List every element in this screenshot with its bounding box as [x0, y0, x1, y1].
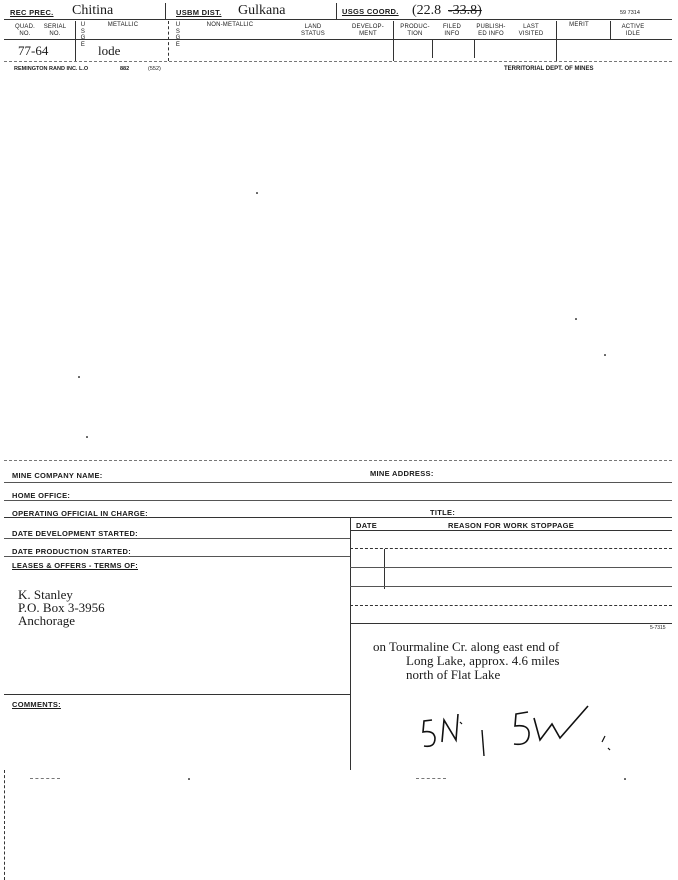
footer-strip-code1: 882	[120, 66, 130, 72]
record-quad-serial: 77-64	[18, 43, 49, 58]
header-row	[0, 0, 678, 20]
handwriting-text: 5N, 5W	[420, 700, 424, 701]
date-development-rule	[4, 538, 350, 539]
scan-speck	[188, 778, 190, 780]
scan-speck	[624, 778, 626, 780]
scan-speck	[86, 436, 88, 438]
location-line-3: north of Flat Lake	[406, 667, 501, 682]
usgs-coord-struck: -33.8)	[448, 3, 482, 18]
col-non-metallic: NON-METALLIC	[206, 22, 254, 28]
col-active-idle: ACTIVE IDLE	[621, 24, 645, 37]
leases-offers-label: LEASES & OFFERS - TERMS OF:	[12, 561, 139, 570]
operating-official-rule	[4, 517, 672, 518]
col-divider-metallic	[168, 21, 169, 61]
lower-top-rule	[4, 460, 672, 461]
usbm-dist-value: Gulkana	[238, 3, 286, 18]
stoppage-row-1	[350, 548, 672, 549]
col-divider-quad	[75, 21, 76, 61]
col-quad-no: QUAD. NO.	[14, 24, 35, 37]
col-production: PRODUC- TION	[400, 24, 430, 37]
stoppage-row-3	[350, 586, 672, 587]
col-divider-prod	[432, 40, 433, 58]
record-row-rule	[4, 61, 672, 62]
col-divider-visited	[556, 21, 557, 61]
col-metallic: METALLIC	[107, 22, 139, 28]
header-rule	[4, 19, 672, 20]
stoppage-table-left	[350, 518, 351, 770]
col-last-visited: LAST VISITED	[518, 24, 544, 37]
scan-speck	[256, 192, 258, 194]
rec-prec-value: Chitina	[72, 3, 114, 18]
date-label: DATE	[356, 521, 378, 530]
stoppage-date-divider	[384, 549, 385, 589]
mine-address-label: MINE ADDRESS:	[370, 469, 434, 478]
scan-speck	[575, 318, 577, 320]
footer-strip-right: TERRITORIAL DEPT. OF MINES	[504, 66, 594, 72]
record-metallic: lode	[98, 43, 121, 58]
lease-address: P.O. Box 3-3956	[18, 600, 105, 615]
col-usge-2: U S G E	[175, 22, 181, 48]
col-filed-info: FILED INFO	[442, 24, 461, 37]
rec-prec-label: REC PREC.	[10, 8, 54, 17]
mine-company-name-label: MINE COMPANY NAME:	[12, 471, 103, 480]
col-development: DEVELOP- MENT	[352, 24, 384, 37]
comments-top-rule	[4, 694, 350, 695]
lease-city: Anchorage	[18, 613, 76, 628]
title-label: TITLE:	[430, 508, 456, 517]
footer-strip-code2: (552)	[148, 66, 161, 72]
reason-label: REASON FOR WORK STOPPAGE	[448, 521, 575, 530]
stoppage-row-2	[350, 567, 672, 568]
handwritten-township-range	[420, 700, 620, 770]
location-line-1: on Tourmaline Cr. along east end of	[373, 639, 560, 654]
footer-strip-left: REMINGTON RAND INC. L.O	[14, 66, 89, 72]
col-serial-no: SERIAL NO.	[43, 24, 67, 37]
reason-header-rule	[350, 530, 672, 531]
col-divider-filed	[474, 40, 475, 58]
date-production-rule	[4, 556, 350, 557]
home-office-rule	[4, 500, 672, 501]
col-merit: MERIT	[569, 22, 589, 28]
scan-speck	[78, 376, 80, 378]
header-divider-1	[165, 3, 166, 20]
date-production-label: DATE PRODUCTION STARTED:	[12, 547, 132, 556]
form-number: 59 7314	[620, 10, 640, 16]
home-office-label: HOME OFFICE:	[12, 491, 71, 500]
bottom-rule	[30, 778, 60, 779]
scan-speck	[604, 354, 606, 356]
col-land-status: LAND STATUS	[301, 24, 325, 37]
col-usge-1: U S G E	[80, 22, 86, 48]
operating-official-label: OPERATING OFFICIAL IN CHARGE:	[12, 509, 148, 518]
left-edge-ticks	[4, 770, 5, 880]
usbm-dist-label: USBM DIST.	[176, 8, 222, 17]
header-divider-2	[336, 3, 337, 20]
col-divider-land	[393, 21, 394, 61]
location-line-2: Long Lake, approx. 4.6 miles	[406, 653, 560, 668]
mine-company-rule	[4, 482, 672, 483]
column-header-rule	[4, 39, 672, 40]
date-development-label: DATE DEVELOPMENT STARTED:	[12, 529, 138, 538]
col-published-info: PUBLISH- ED INFO	[476, 24, 506, 37]
stoppage-row-5	[350, 623, 672, 624]
lease-owner: K. Stanley	[18, 587, 73, 602]
comments-label: COMMENTS:	[12, 700, 61, 709]
stoppage-row-4	[350, 605, 672, 606]
col-divider-merit	[610, 21, 611, 39]
bottom-rule	[416, 778, 446, 779]
small-form-code: 5-7315	[650, 625, 666, 631]
usgs-coord-value: (22.8	[412, 3, 442, 18]
usgs-coord-label: USGS COORD.	[342, 7, 399, 16]
